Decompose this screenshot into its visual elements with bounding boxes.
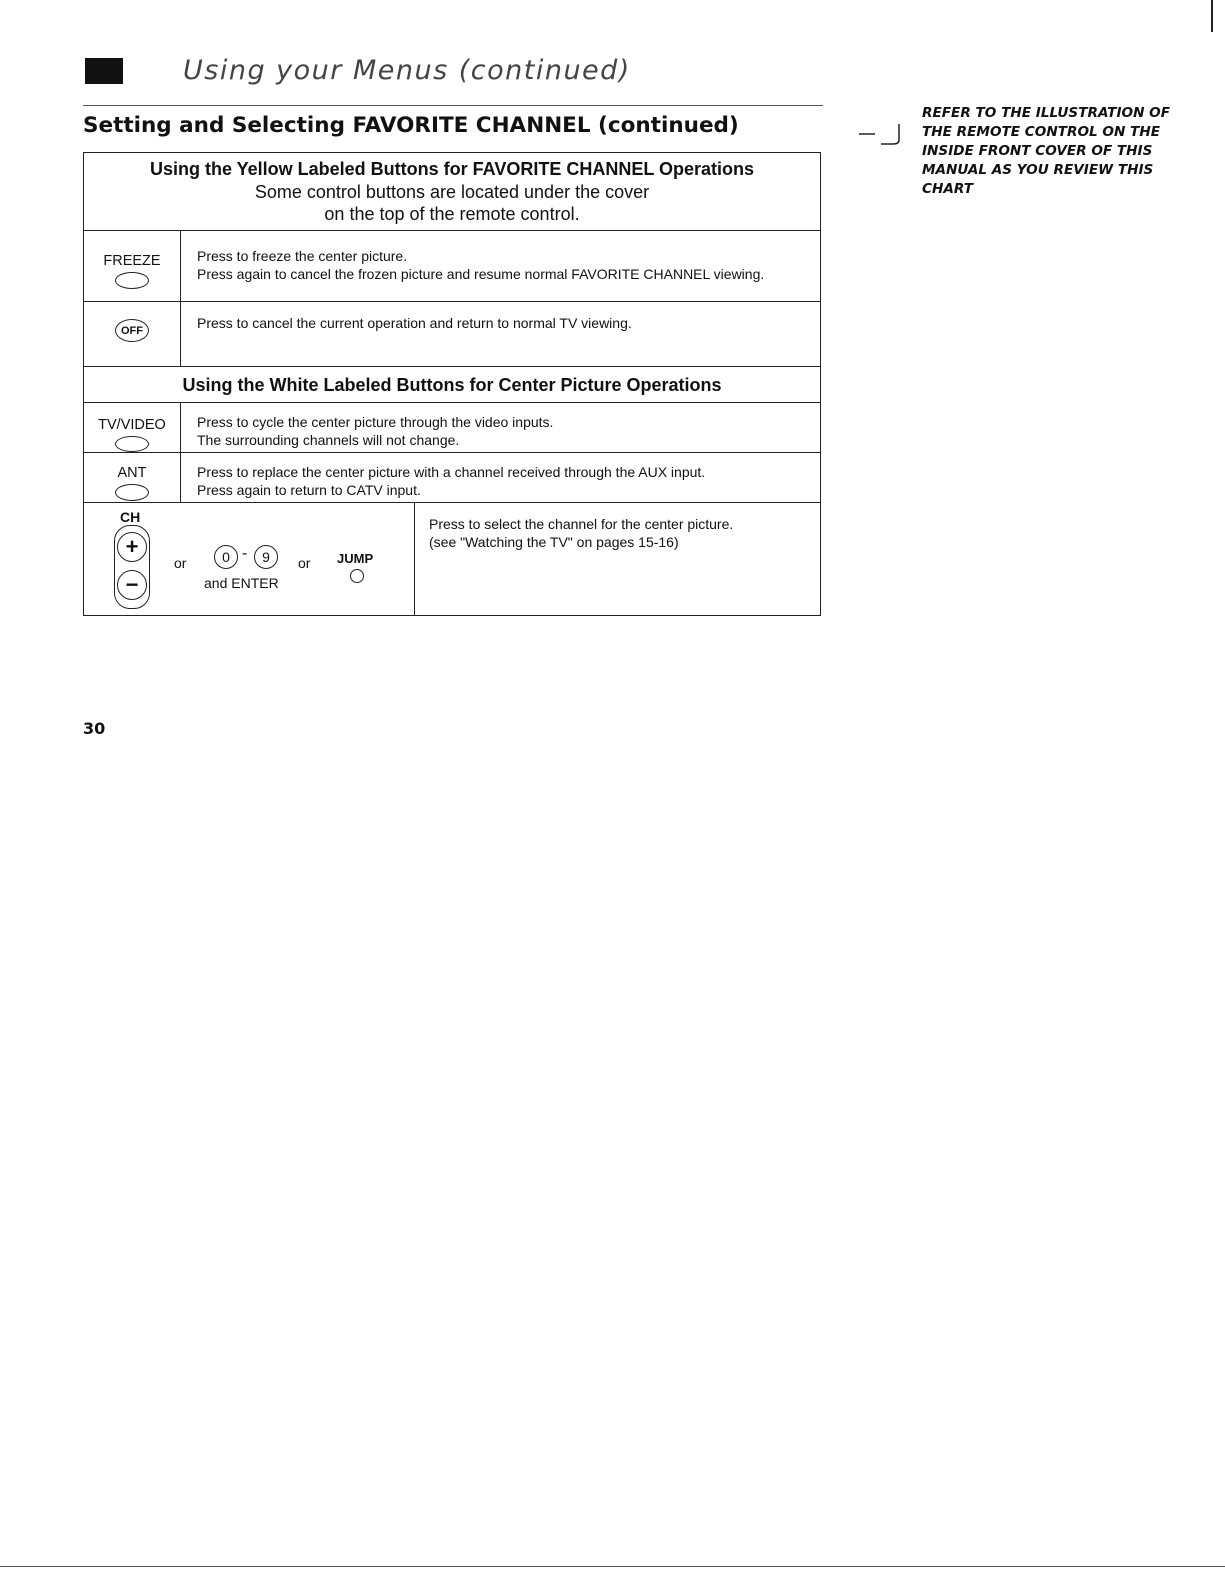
freeze-desc-line1: Press to freeze the center picture. bbox=[197, 248, 408, 264]
jump-label: JUMP bbox=[337, 551, 374, 566]
tv-video-desc-line1: Press to cycle the center picture through the video inputs. bbox=[197, 414, 554, 430]
table-row bbox=[84, 302, 820, 367]
freeze-button-icon bbox=[115, 272, 149, 289]
button-cell bbox=[84, 453, 181, 502]
note-bracket-icon bbox=[853, 120, 903, 152]
off-desc: Press to cancel the current operation and return to normal TV viewing. bbox=[197, 315, 632, 331]
running-head: Using your Menus (continued) bbox=[183, 55, 631, 86]
tv-video-label: TV/VIDEO bbox=[98, 417, 166, 433]
table-row bbox=[84, 503, 820, 615]
freeze-desc-line2: Press again to cancel the frozen picture and resume normal FAVORITE CHANNEL viewing. bbox=[197, 266, 765, 282]
header-rule bbox=[83, 105, 823, 106]
button-reference-table bbox=[83, 152, 821, 616]
sidenote: REFER TO THE ILLUSTRATION OF THE REMOTE CONTROL ON THE INSIDE FRONT COVER OF THIS MANUAL AS YOU REVIEW THIS CHART bbox=[922, 105, 1171, 197]
channel-down-icon: − bbox=[117, 570, 147, 600]
table-subtitle-line2: on the top of the remote control. bbox=[324, 204, 580, 224]
channel-rocker-icon bbox=[114, 525, 150, 609]
nine-button-icon: 9 bbox=[254, 545, 278, 569]
channel-buttons-cell bbox=[84, 503, 415, 615]
button-cell bbox=[84, 403, 181, 452]
channel-up-icon: + bbox=[117, 532, 147, 562]
description-cell bbox=[415, 503, 820, 615]
jump-button-icon bbox=[350, 569, 364, 583]
description-cell bbox=[181, 453, 820, 502]
freeze-label: FREEZE bbox=[103, 253, 161, 269]
section-title: Setting and Selecting FAVORITE CHANNEL (continued) bbox=[83, 113, 739, 138]
ant-button-icon bbox=[115, 484, 149, 501]
table-title: Using the Yellow Labeled Buttons for FAVORITE CHANNEL Operations bbox=[149, 159, 755, 179]
scan-edge-mark bbox=[1211, 0, 1213, 32]
or-text: or bbox=[298, 555, 311, 571]
table-row bbox=[84, 453, 820, 503]
button-cell bbox=[84, 302, 181, 366]
tv-video-button-icon bbox=[115, 436, 149, 452]
range-dash: - bbox=[242, 545, 248, 562]
section-marker bbox=[85, 58, 123, 84]
tv-video-desc-line2: The surrounding channels will not change. bbox=[197, 432, 460, 448]
or-text: or bbox=[174, 555, 187, 571]
table-header bbox=[84, 153, 820, 231]
scan-bottom-edge bbox=[0, 1566, 1225, 1567]
ch-label: CH bbox=[120, 509, 141, 525]
description-cell bbox=[181, 302, 820, 366]
description-cell bbox=[181, 403, 820, 452]
button-cell bbox=[84, 231, 181, 301]
ant-desc-line1: Press to replace the center picture with a channel received through the AUX input. bbox=[197, 464, 706, 480]
page-number: 30 bbox=[83, 719, 106, 738]
zero-button-icon: 0 bbox=[214, 545, 238, 569]
table-row bbox=[84, 403, 820, 453]
table-row bbox=[84, 231, 820, 302]
table-subheading: Using the White Labeled Buttons for Center Picture Operations bbox=[84, 367, 820, 403]
table-subtitle-line1: Some control buttons are located under the cover bbox=[254, 182, 650, 202]
and-enter-text: and ENTER bbox=[204, 575, 279, 591]
off-button-icon: OFF bbox=[115, 319, 149, 342]
ch-desc-line2: (see "Watching the TV" on pages 15-16) bbox=[429, 534, 679, 550]
ant-label: ANT bbox=[117, 465, 147, 481]
ch-desc-line1: Press to select the channel for the center picture. bbox=[429, 516, 734, 532]
description-cell bbox=[181, 231, 820, 301]
ant-desc-line2: Press again to return to CATV input. bbox=[197, 482, 421, 498]
